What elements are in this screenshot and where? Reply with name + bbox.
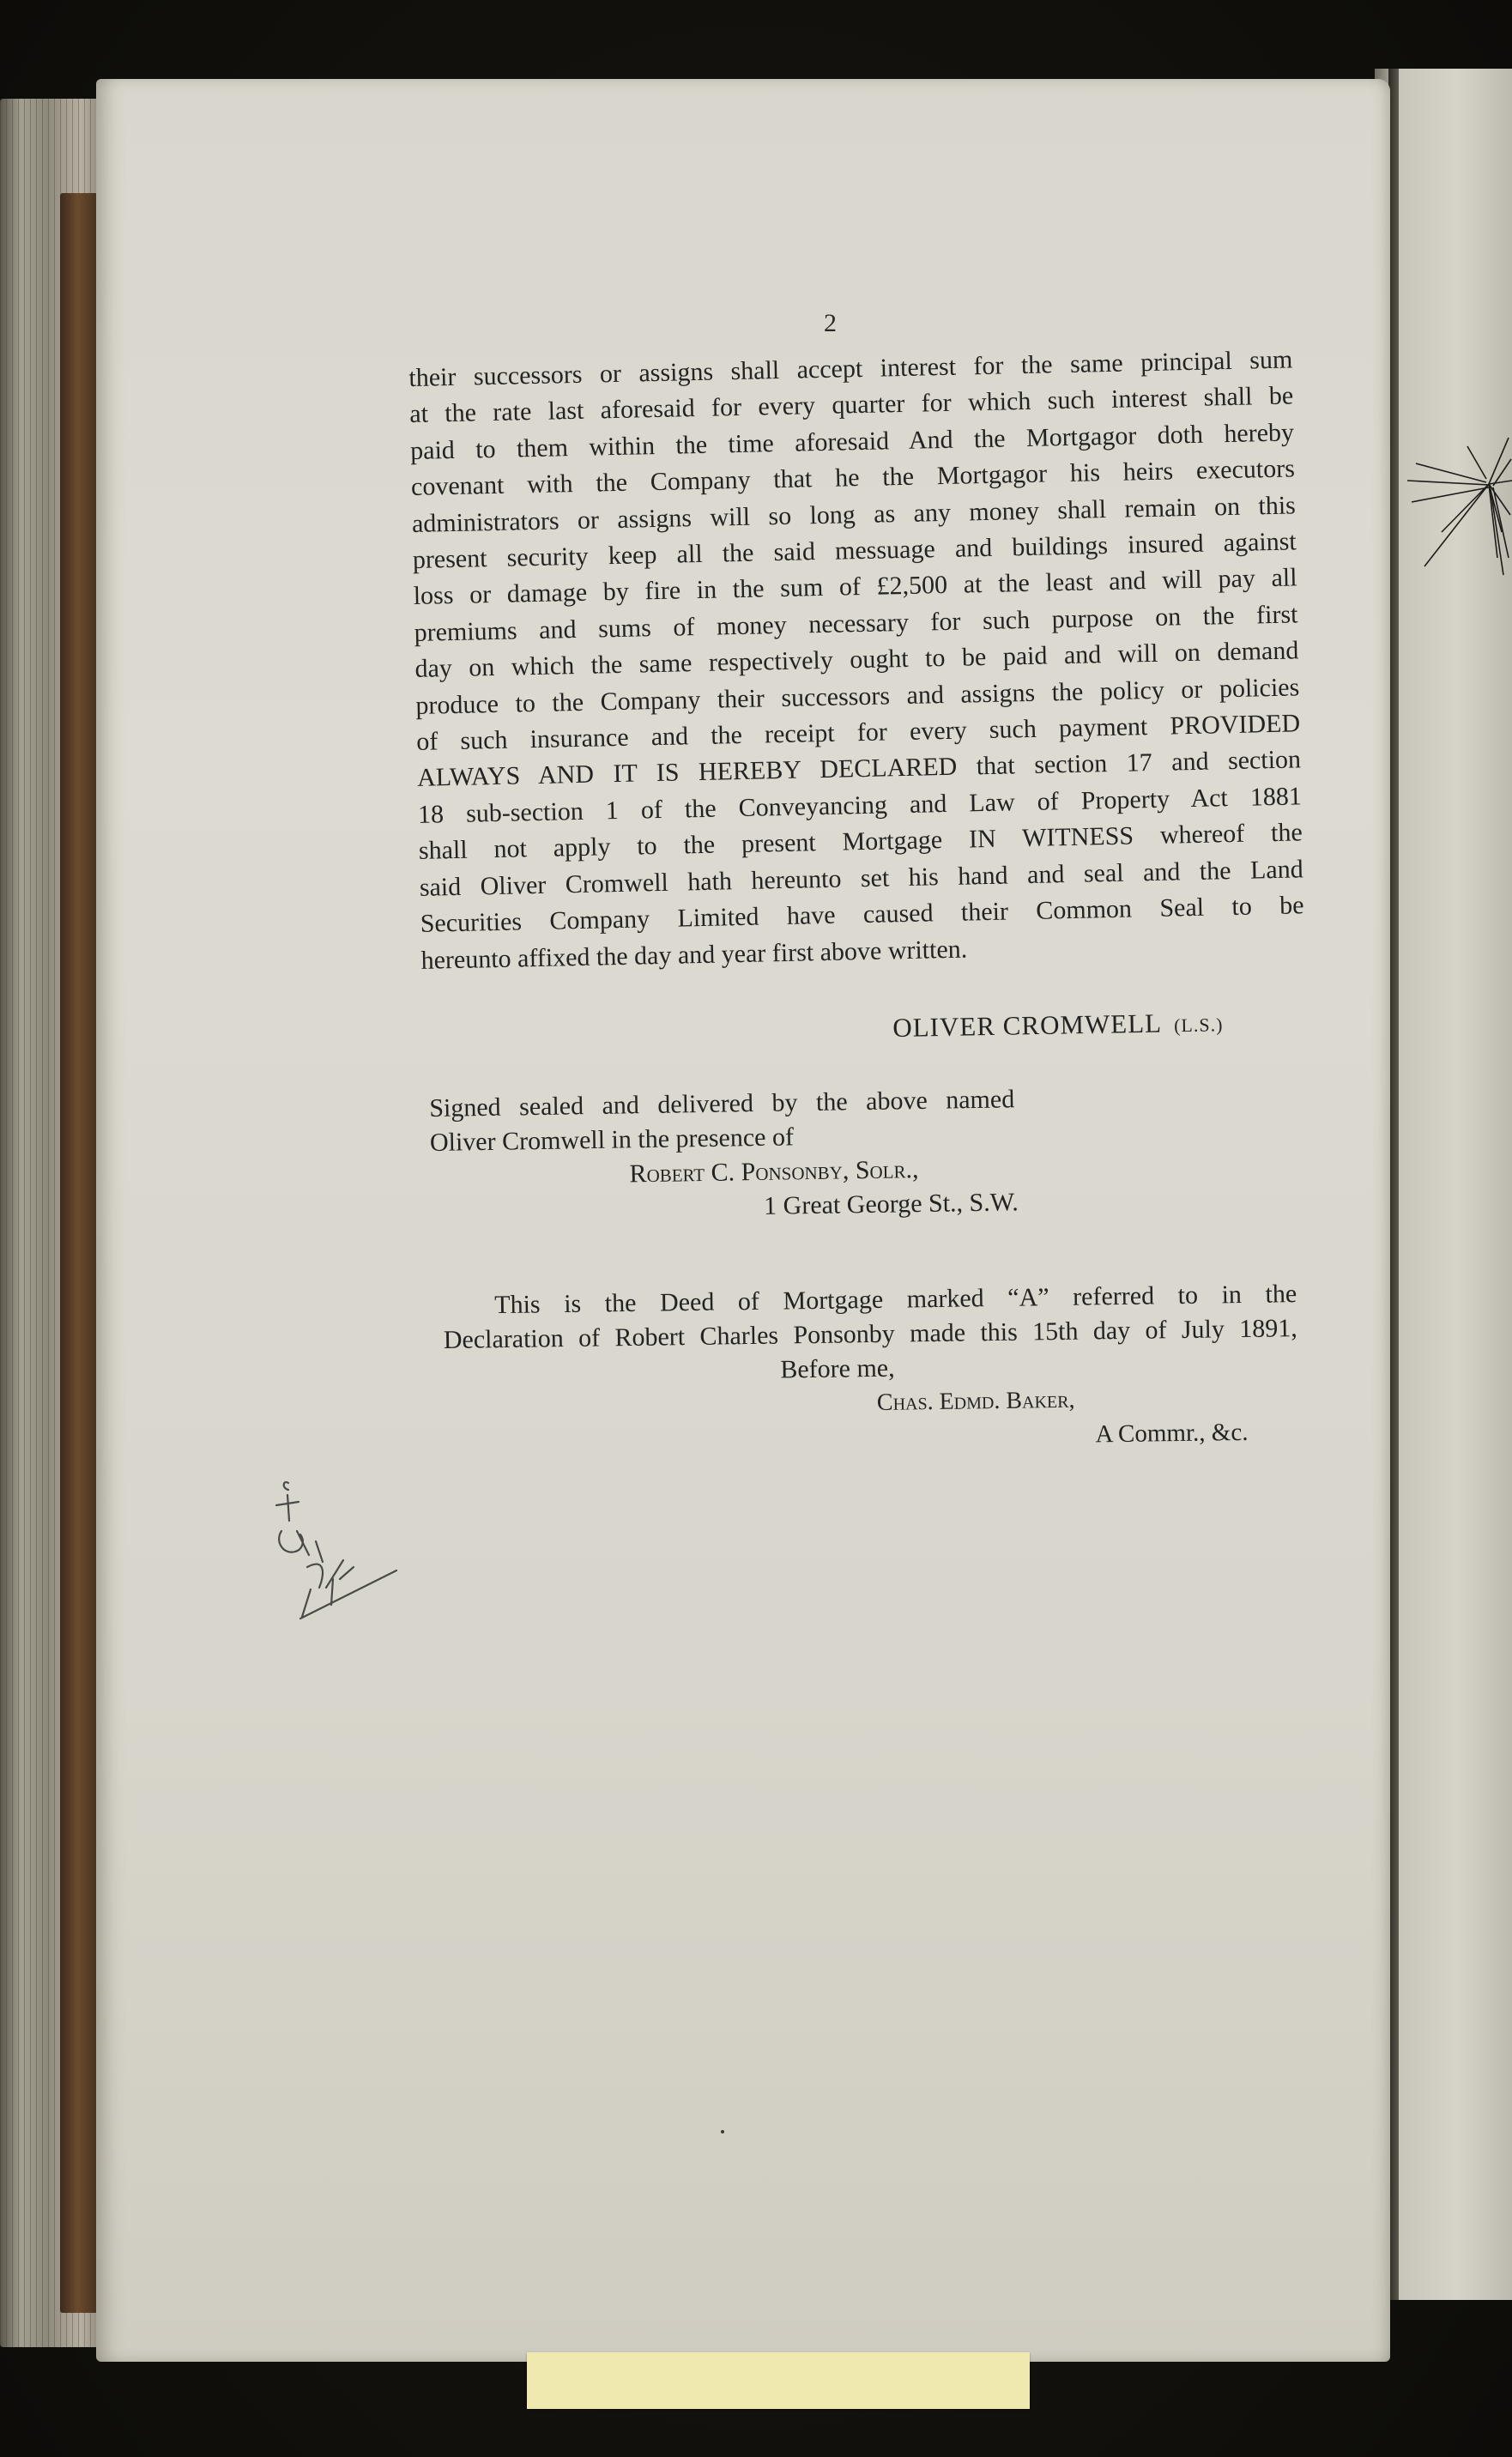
paper-tab [527, 2352, 1030, 2409]
witness-name: Robert C. Ponsonby, Solr., [629, 1155, 919, 1189]
witness-address: 1 Great George St., S.W. [763, 1188, 1019, 1220]
body-line: loss or damage by fire in the sum of £2,500 at the least and will pay all [413, 563, 1297, 611]
seal-mark: (L.S.) [1173, 1014, 1224, 1037]
commissioner-title: A Commr., &c. [1095, 1418, 1249, 1449]
declaration-line: Declaration of Robert Charles Ponsonby made this 15th day of July 1891, [443, 1314, 1297, 1354]
body-line: covenant with the Company that he the Mortgagor his heirs executors [410, 454, 1296, 502]
body-line: Securities Company Limited have caused their Common Seal to be [420, 891, 1304, 938]
declaration-block [443, 1277, 1299, 1461]
deed-body-text [408, 342, 1305, 978]
body-line: shall not apply to the present Mortgage IN WITNESS whereof the [418, 818, 1303, 866]
body-line: at the rate last aforesaid for every quarter for which such interest shall be [408, 381, 1294, 429]
body-line: hereunto affixed the day and year first above written. [420, 935, 968, 975]
signatory-block [892, 1007, 1224, 1044]
body-line: premiums and sums of money necessary for such purpose on the first [414, 600, 1298, 647]
body-line: administrators or assigns will so long as any money shall remain on this [411, 491, 1297, 538]
body-line: 18 sub-section 1 of the Conveyancing and Law of Property Act 1881 [417, 782, 1303, 829]
body-line: present security keep all the said messuage and buildings insured against [412, 527, 1297, 574]
body-line: their successors or assigns shall accept interest for the same principal sum [408, 345, 1293, 392]
paper-speck [721, 2130, 724, 2133]
attestation-line: Oliver Cromwell in the presence of [429, 1123, 795, 1157]
body-line: day on which the same respectively ought to be paid and will on demand [414, 636, 1299, 684]
attestation-line: Signed sealed and delivered by the above named [429, 1085, 1015, 1123]
pencil-annotation-icon [257, 1459, 412, 1665]
page-number: 2 [824, 309, 837, 337]
adjacent-page-sketch-icon [1407, 429, 1512, 626]
attestation-block [429, 1082, 1019, 1229]
body-line: of such insurance and the receipt for every such payment PROVIDED [415, 709, 1301, 756]
body-line: paid to them within the time aforesaid And the Mortgagor doth hereby [409, 418, 1295, 465]
body-line: produce to the Company their successors and assigns the policy or policies [415, 673, 1300, 720]
commissioner-name: Chas. Edmd. Baker, [876, 1386, 1075, 1416]
body-line: ALWAYS AND IT IS HEREBY DECLARED that section 17 and section [416, 745, 1302, 793]
body-line: said Oliver Cromwell hath hereunto set his hand and seal and the Land [419, 854, 1303, 902]
signatory-name: OLIVER CROMWELL [892, 1008, 1163, 1043]
declaration-line: This is the Deed of Mortgage marked “A” referred to in the [494, 1280, 1297, 1320]
declaration-line: Before me, [780, 1353, 895, 1384]
